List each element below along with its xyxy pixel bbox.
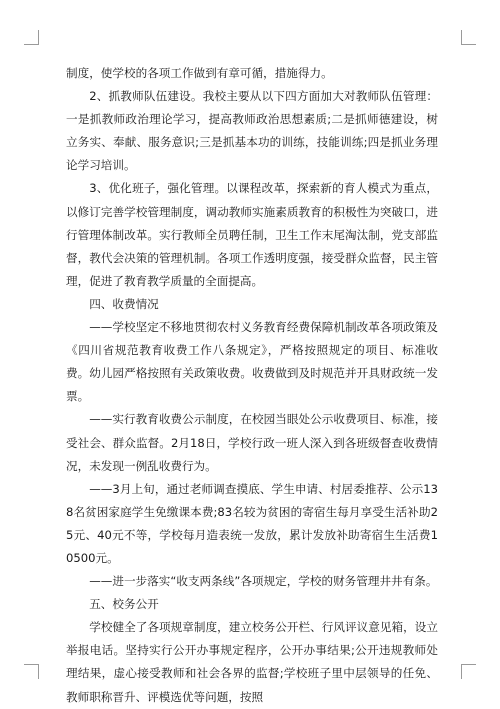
- paragraph-continuation: 制度，使学校的各项工作做到有章可循，措施得力。: [66, 66, 333, 80]
- paragraph-fee-relief: ——3月上旬，通过老师调查摸底、学生申请、村居委推荐、公示138名贫困家庭学生免缴课本费;83名较为贫困的寄宿生每月享受生活补助25元、40元不等，学校每月造表统一发放，累计发放补助寄宿生生活费10500元。: [66, 481, 438, 565]
- section-heading-transparency: 五、校务公开: [89, 597, 159, 612]
- paragraph-fee-policy: ——学校坚定不移地贯彻农村义务教育经费保障机制改革各项政策及《四川省规范教育收费工作八条规定》，严格按照规定的项目、标准收费。幼儿园严格按照有关政策收费。收费做到及时规范并开具财政统一发票。: [66, 320, 438, 404]
- paragraph-finance: ——进一步落实“收支两条线”各项规定，学校的财务管理井井有条。: [89, 574, 438, 589]
- crop-mark-bottom-left: [24, 664, 39, 679]
- crop-mark-top-left: [24, 30, 39, 45]
- paragraph-fee-disclosure: ——实行教育收费公示制度，在校园当眼处公示收费项目、标准，接受社会、群众监督。2月18日，学校行政一班人深入到各班级督查收费情况，未发现一例乱收费行为。: [66, 412, 438, 473]
- paragraph-teacher-team: 2、抓教师队伍建设。我校主要从以下四方面加大对教师队伍管理：一是抓教师政治理论学习，提高教师政治思想素质;二是抓师德建设，树立务实、奉献、服务意识;三是抓基本功的训练，技能训练;四是抓业务理论学习培训。: [66, 89, 438, 173]
- document-body: [66, 62, 438, 709]
- crop-mark-bottom-right: [461, 664, 476, 679]
- paragraph-transparency: 学校健全了各项规章制度，建立校务公开栏、行风评议意见箱，设立举报电话。坚持实行公开办事规定程序，公开办事结果;公开违规教师处理结果，虚心接受教师和社会各界的监督;学校班子里中层领导的任免、教师职称晋升、评模选优等问题，按照: [66, 620, 438, 704]
- crop-mark-top-right: [461, 30, 476, 45]
- section-heading-fees: 四、收费情况: [89, 296, 159, 311]
- paragraph-leadership: 3、优化班子，强化管理。以课程改革，探索新的育人模式为重点，以修订完善学校管理制度，调动教师实施素质教育的积极性为突破口，进行管理体制改革。实行教师全员聘任制，卫生工作末尾淘汰制，党支部监督，教代会决策的管理机制。各项工作透明度强，接受群众监督，民主管理，促进了教育教学质量的全面提高。: [66, 181, 438, 288]
